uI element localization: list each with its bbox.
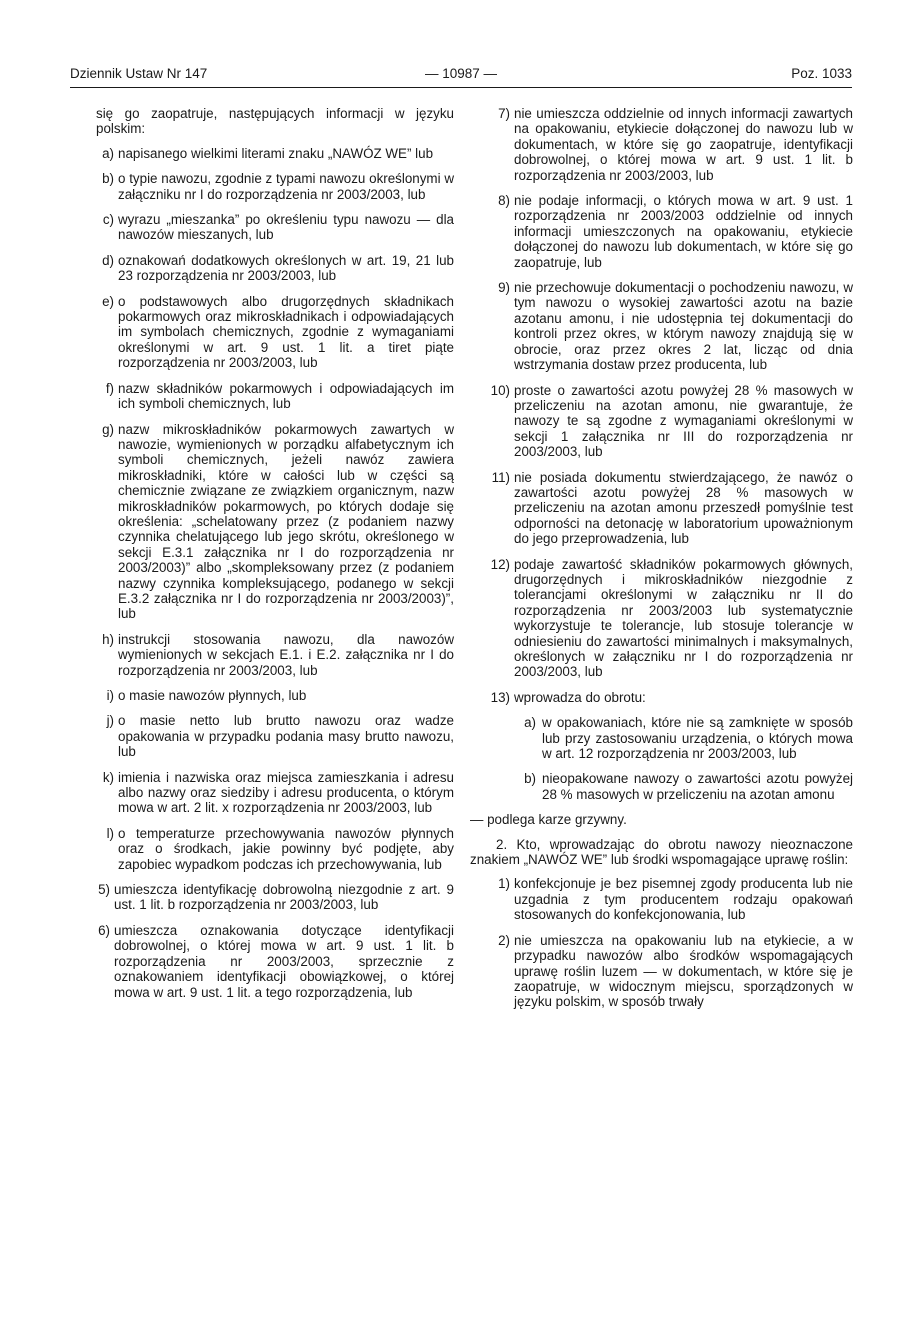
numbered-item: 12) podaje zawartość składników pokarmowych głównych, drugorzędnych i mikroskładników niezgodnie z tolerancjami określonymi w załączniku nr II do rozporządzenia nr 2003/2003 lub systematycznie wykorzystuje te tolerancje, lub stosuje tolerancje w odniesieniu do zawartości minimalnych i maksymalnych, określonych w załączniku nr I do rozporządzenia nr 2003/2003, lub [490, 556, 853, 680]
list-item: e) o podstawowych albo drugorzędnych składnikach pokarmowych oraz mikroskładnikach i odpowiadających im symbolach chemicznych, zgodnie z wymaganiami określonymi w art. 9 ust. 1 lit. a tiret piąte rozporządzenia nr 2003/2003, lub [102, 293, 454, 371]
intro-text: się go zaopatruje, następujących informacji w języku polskim: [96, 106, 454, 137]
numbered-item: 6) umieszcza oznakowania dotyczące identyfikacji dobrowolnej, o której mowa w art. 9 ust. 1 lit. b rozporządzenia nr 2003/2003, sprzecznie z oznakowaniem identyfikacji obowiązkowej, o której mowa w art. 9 ust. 1 lit. a tego rozporządzenia, lub [98, 922, 454, 1000]
paragraph-2: 2. Kto, wprowadzając do obrotu nawozy nieoznaczone znakiem „NAWÓZ WE” lub środki wspomagające uprawę roślin: [470, 836, 853, 868]
header-rule [70, 87, 852, 88]
numbered-item: 9) nie przechowuje dokumentacji o pochodzeniu nawozu, w tym nawozu o wysokiej zawartości azotu na bazie azotanu amonu, i nie udostępnia tej dokumentacji do kontroli przez okres, w którym nawozy znajdują się w obrocie, oraz przez okres 2 lat, licząc od dnia wstrzymania dostaw przez producenta, lub [498, 280, 853, 373]
right-column [470, 106, 853, 1020]
penalty-clause: — podlega karze grzywny. [470, 812, 627, 828]
page-header [70, 66, 852, 86]
numbered-item: 11) nie posiada dokumentu stwierdzającego, że nawóz o zawartości azotu powyżej 28 % masowych w przeliczeniu na azotan amonu przeszedł pomyślnie test odporności na detonację w laboratorium upoważnionym do jego przeprowadzenia, lub [491, 469, 853, 547]
list-item: f) nazw składników pokarmowych i odpowiadających im ich symboli chemicznych, lub [105, 380, 454, 412]
list-item: j) o masie netto lub brutto nawozu oraz wadze opakowania w przypadku podania masy brutto nawozu, lub [106, 713, 454, 760]
list-item: h) instrukcji stosowania nawozu, dla nawozów wymienionych w sekcjach E.1. i E.2. załącznika nr I do rozporządzenia nr 2003/2003, lub [102, 631, 454, 678]
list-item: g) nazw mikroskładników pokarmowych zawartych w nawozie, wymienionych w porządku alfabetycznym ich symboli chemicznych, jeżeli nawóz zawiera mikroskładniki, które w całości lub w części są chemicznie związane ze związkiem organicznym, nazw mikroskładników pokarmowych, po których dodaje się określenia: „schelatowany przez (z podaniem nazwy czynnika chelatującego lub jego skrótu, określonego w sekcji E.3.1 załącznika nr I do rozporządzenia nr 2003/2003)” albo „skompleksowany przez (z podaniem nazwy czynnika kompleksującego, podanego w sekcji E.3.2 załącznika nr I do rozporządzenia nr 2003/2003)”, lub [102, 421, 454, 622]
list-item: d) oznakowań dodatkowych określonych w art. 19, 21 lub 23 rozporządzenia nr 2003/2003, lub [102, 252, 454, 284]
left-column [78, 106, 454, 1010]
numbered-item: 1) konfekcjonuje je bez pisemnej zgody producenta lub nie uzgadnia z tym producentem rodzaju opakowań stosowanych do konfekcjonowania, lub [498, 876, 853, 923]
numbered-item: 10) proste o zawartości azotu powyżej 28 % masowych w przeliczeniu na azotan amonu, nie gwarantuje, że nawozy te są zgodne z wymaganiami określonymi w sekcji 1 załącznika nr III do rozporządzenia nr 2003/2003, lub [490, 382, 853, 460]
list-item: k) imienia i nazwiska oraz miejsca zamieszkania i adresu albo nazwy oraz siedziby i adresu producenta, o którym mowa w art. 2 lit. x rozporządzenia nr 2003/2003, lub [102, 769, 454, 816]
list-item: l) o temperaturze przechowywania nawozów płynnych oraz o środkach, jakie powinny być podjęte, aby zapobiec wypadkom podczas ich przechowywania, lub [106, 825, 454, 872]
page-number: — 10987 — [424, 66, 498, 81]
numbered-item: 8) nie podaje informacji, o których mowa w art. 9 ust. 1 rozporządzenia nr 2003/2003 oddzielnie od innych informacji umieszczonych na opakowaniu, etykiecie dołączonej do nawozu lub dokumentach, w które się go zaopatruje, lub [498, 193, 853, 270]
numbered-item: 7) nie umieszcza oddzielnie od innych informacji zawartych na opakowaniu, etykiecie dołączonej do nawozu lub w dokumentach, w które się go zaopatruje, identyfikacji dobrowolnej, o której mowa w art. 9 ust. 1 lit. b rozporządzenia nr 2003/2003, lub [498, 106, 853, 183]
list-item: a) w opakowaniach, które nie są zamknięte w sposób lub przy zastosowaniu urządzenia, o których mowa w art. 12 rozporządzenia nr 2003/2003, lub [524, 715, 853, 762]
numbered-item: 13) wprowadza do obrotu: [490, 689, 646, 705]
list-item: a) napisanego wielkimi literami znaku „NAWÓZ WE” lub [102, 145, 434, 161]
list-item: b) nieopakowane nawozy o zawartości azotu powyżej 28 % masowych w przeliczeniu na azotan amonu [524, 771, 853, 802]
list-item: c) wyrazu „mieszanka” po określeniu typu nawozu — dla nawozów mieszanych, lub [102, 212, 454, 243]
list-item: b) o typie nawozu, zgodnie z typami nawozu określonymi w załączniku nr I do rozporządzenia nr 2003/2003, lub [102, 171, 454, 202]
position-number: Poz. 1033 [791, 66, 852, 81]
journal-title: Dziennik Ustaw Nr 147 [70, 66, 208, 81]
numbered-item: 2) nie umieszcza na opakowaniu lub na etykiecie, a w przypadku nawozów albo środków wspomagających uprawę roślin luzem — w dokumentach, w które się je zaopatruje, w widocznym miejscu, sporządzonych w języku polskim, w sposób trwały [498, 932, 853, 1010]
numbered-item: 5) umieszcza identyfikację dobrowolną niezgodnie z art. 9 ust. 1 lit. b rozporządzenia nr 2003/2003, lub [98, 882, 454, 913]
list-item: i) o masie nawozów płynnych, lub [106, 688, 307, 703]
